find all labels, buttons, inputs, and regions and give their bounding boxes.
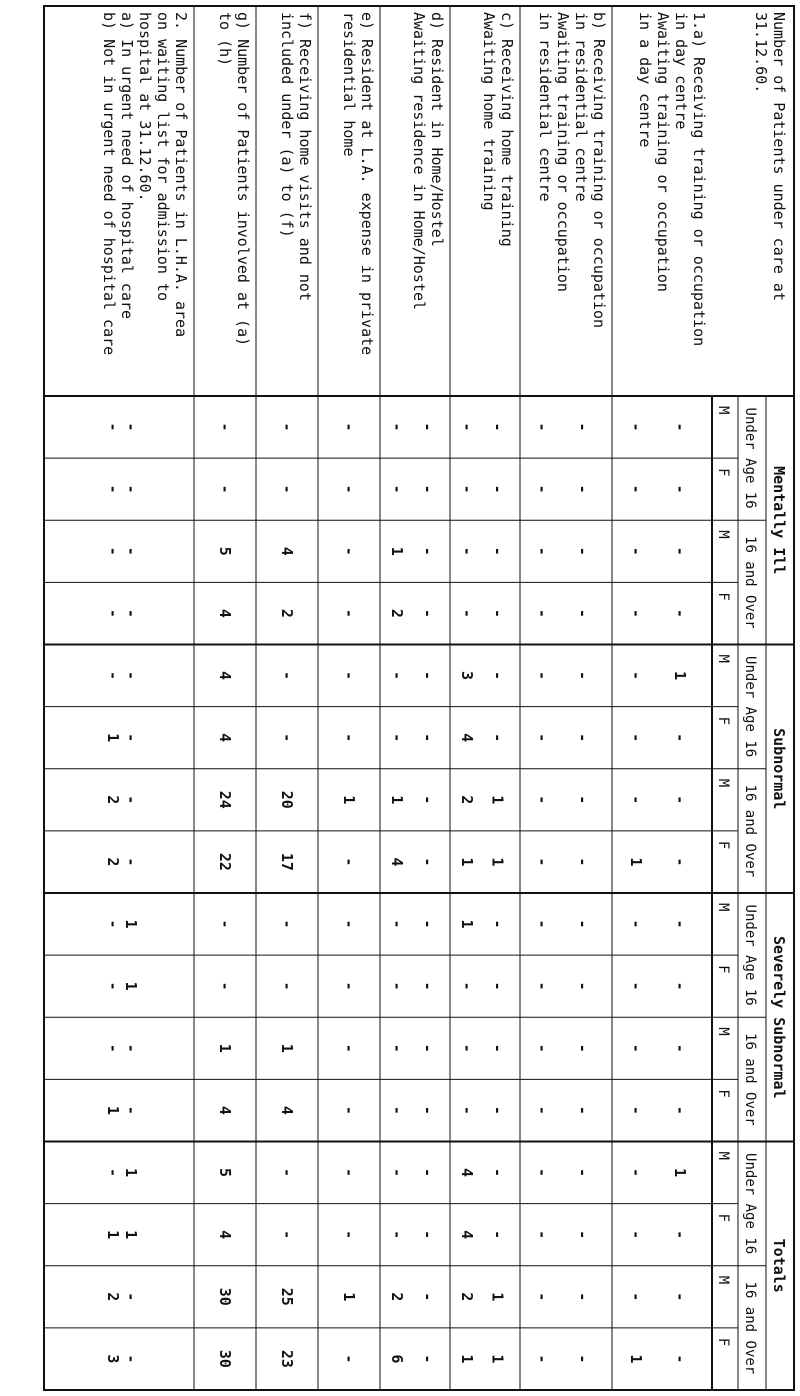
table-cell: 1 <box>488 795 507 805</box>
row-label-line: f) Receiving home visits and not <box>296 12 314 301</box>
table-cell: 24 <box>216 790 234 809</box>
table-cell: - <box>122 671 140 681</box>
table-cell: - <box>627 608 645 618</box>
table-cell: 4 <box>278 546 296 556</box>
table-cell: - <box>671 546 689 556</box>
table-cell: - <box>216 981 234 991</box>
table-cell: - <box>457 422 476 432</box>
row-label-line: 2. Number of Patients in L.H.A. area <box>172 12 190 338</box>
table-cell: - <box>457 1105 476 1115</box>
age-header: Under Age 16 <box>742 1153 758 1255</box>
table-cell: - <box>488 733 507 743</box>
table-cell: 1 <box>104 1105 122 1115</box>
table-cell: - <box>418 422 437 432</box>
table-cell: - <box>122 857 140 867</box>
table-cell: - <box>627 733 645 743</box>
table-cell: 30 <box>216 1349 234 1368</box>
table-cell: - <box>573 608 592 618</box>
table-cell: 1 <box>216 1043 234 1053</box>
age-header: 16 and Over <box>742 784 758 878</box>
row-label-line: in residential centre <box>572 12 590 202</box>
sex-header: M <box>715 1027 731 1036</box>
row-label-line: c) Receiving home training <box>498 12 516 247</box>
table-cell: - <box>488 1230 507 1240</box>
sex-header: M <box>715 903 731 912</box>
table-cell: - <box>387 733 406 743</box>
table-cell: 4 <box>457 1168 476 1178</box>
table-cell: 3 <box>104 1354 122 1364</box>
table-cell: - <box>387 1043 406 1053</box>
table-cell: 5 <box>216 1168 234 1178</box>
table-cell: - <box>573 857 592 867</box>
row-label-line: d) Resident in Home/Hostel <box>428 12 446 247</box>
table-cell: - <box>387 1105 406 1115</box>
table-cell: 22 <box>216 852 234 871</box>
table-cell: - <box>418 546 437 556</box>
table-cell: - <box>627 795 645 805</box>
sex-header: M <box>715 406 731 415</box>
table-cell: - <box>573 1168 592 1178</box>
table-cell: 2 <box>457 1292 476 1302</box>
table-cell: - <box>488 1043 507 1053</box>
table-cell: - <box>627 671 645 681</box>
table-cell: - <box>533 1292 552 1302</box>
table-cell: - <box>340 981 358 991</box>
table-cell: - <box>387 484 406 494</box>
table-cell: - <box>671 981 689 991</box>
table-cell: - <box>533 1105 552 1115</box>
table-cell: - <box>573 546 592 556</box>
table-cell: - <box>418 1105 437 1115</box>
table-cell: - <box>457 484 476 494</box>
table-cell: 4 <box>278 1105 296 1115</box>
sex-header: M <box>715 1275 731 1285</box>
table-cell: - <box>418 857 437 867</box>
table-cell: - <box>340 857 358 867</box>
sex-header: F <box>715 965 731 974</box>
table-cell: - <box>418 981 437 991</box>
table-cell: - <box>387 981 406 991</box>
table-cell: - <box>104 422 122 432</box>
table-cell: - <box>671 857 689 867</box>
table-cell: - <box>627 981 645 991</box>
table-cell: - <box>573 1105 592 1115</box>
table-cell: - <box>122 733 140 743</box>
table-cell: - <box>488 422 507 432</box>
sex-header: F <box>715 1213 731 1223</box>
table-cell: - <box>533 422 552 432</box>
row-label-line: residential home <box>340 12 358 157</box>
sex-header: F <box>715 468 731 477</box>
table-cell: - <box>104 546 122 556</box>
column-headers <box>715 406 788 1374</box>
table-cell: - <box>387 919 406 929</box>
table-cell: - <box>122 422 140 432</box>
table-cell: - <box>573 1230 592 1240</box>
table-cell: - <box>671 1354 689 1364</box>
table-cell: - <box>122 608 140 618</box>
table-cell: 2 <box>104 1292 122 1302</box>
row-label-line: in a day centre <box>636 12 654 148</box>
table-cell: 2 <box>457 795 476 805</box>
table-cell: - <box>573 919 592 929</box>
table-cell: - <box>340 919 358 929</box>
table-cell: - <box>104 608 122 618</box>
table-cell: - <box>671 484 689 494</box>
age-header: 16 and Over <box>742 1281 758 1375</box>
table-cell: 2 <box>104 857 122 867</box>
table-cell: - <box>216 919 234 929</box>
table-cell: - <box>488 608 507 618</box>
row-label-line: on waiting list for admission to <box>154 12 172 301</box>
table-cell: - <box>278 919 296 929</box>
group-header: Severely Subnormal <box>770 935 788 1099</box>
table-cell: - <box>340 484 358 494</box>
table-cell: - <box>627 1105 645 1115</box>
sex-header: F <box>715 592 731 601</box>
table-cell: 1 <box>122 919 140 929</box>
table-rotation-group <box>44 6 794 1390</box>
table-cell: - <box>418 1168 437 1178</box>
group-header: Subnormal <box>770 728 788 810</box>
table-cell: - <box>627 1292 645 1302</box>
row-label-line: b) Not in urgent need of hospital care <box>100 12 118 356</box>
sex-header: F <box>715 716 731 726</box>
table-cell: - <box>533 1168 552 1178</box>
table-cell: - <box>627 1043 645 1053</box>
table-cell: - <box>278 1230 296 1240</box>
table-cell: - <box>340 1354 358 1364</box>
table-cell: 1 <box>122 981 140 991</box>
table-cell: - <box>573 671 592 681</box>
table-cell: - <box>418 671 437 681</box>
table-title <box>752 12 788 301</box>
table-cell: - <box>627 422 645 432</box>
row-label-line: Awaiting training or occupation <box>654 12 672 292</box>
table-cell: - <box>533 546 552 556</box>
table-cell: 1 <box>387 795 406 805</box>
row-labels <box>100 12 708 355</box>
group-header: Totals <box>770 1238 788 1293</box>
table-cell: - <box>671 1105 689 1115</box>
table-cell: - <box>216 484 234 494</box>
table-cell: 17 <box>278 852 296 871</box>
title-line: Number of Patients under care at <box>770 12 788 301</box>
table-cell: 2 <box>104 795 122 805</box>
sex-header: F <box>715 1089 731 1098</box>
table-cell: - <box>122 546 140 556</box>
table-cell: - <box>627 1168 645 1178</box>
table-cell: - <box>104 1043 122 1053</box>
row-label-line: in day centre <box>672 12 690 130</box>
table-cell: - <box>340 733 358 743</box>
table-cell: - <box>488 484 507 494</box>
table-cell: - <box>418 1230 437 1240</box>
table-cell: - <box>387 1168 406 1178</box>
table-cell: 3 <box>457 671 476 681</box>
table-cell: 1 <box>488 1354 507 1364</box>
table-cell: - <box>418 795 437 805</box>
age-header: Under Age 16 <box>742 904 758 1006</box>
table-cell: - <box>671 1292 689 1302</box>
table-cell: - <box>671 919 689 929</box>
table-cell: - <box>533 857 552 867</box>
table-cell: - <box>104 671 122 681</box>
table-cell: 1 <box>671 671 689 681</box>
table-cell: - <box>418 484 437 494</box>
table-cell: 1 <box>457 919 476 929</box>
table-cell: - <box>533 671 552 681</box>
table-cell: 1 <box>340 1292 358 1302</box>
row-label-line: a) In urgent need of hospital care <box>118 12 136 320</box>
table-cell: - <box>627 919 645 929</box>
table-cell: - <box>340 546 358 556</box>
table-cell: - <box>278 1168 296 1178</box>
table-cell: - <box>533 981 552 991</box>
table-cell: 20 <box>278 790 296 809</box>
row-label-line: b) Receiving training or occupation <box>590 12 608 329</box>
table-cell: 4 <box>457 733 476 743</box>
table-cell: 2 <box>278 608 296 618</box>
age-header: Under Age 16 <box>742 656 758 758</box>
table-cell: - <box>671 1043 689 1053</box>
table-cell: - <box>387 1230 406 1240</box>
table-cell: - <box>457 1043 476 1053</box>
table-cell: - <box>340 422 358 432</box>
table-cell: - <box>573 1043 592 1053</box>
table-cell: - <box>533 1354 552 1364</box>
row-label-line: 1.a) Receiving training or occupation <box>690 12 708 347</box>
table-cell: - <box>627 546 645 556</box>
table-cell: - <box>533 608 552 618</box>
table-cell: - <box>122 795 140 805</box>
table-cell: - <box>573 422 592 432</box>
table-cell: - <box>104 484 122 494</box>
table-cell: - <box>278 733 296 743</box>
table-cell: - <box>104 1168 122 1178</box>
table-cell: - <box>488 981 507 991</box>
table-cell: - <box>671 795 689 805</box>
table-cell: - <box>418 1292 437 1302</box>
table-cell: 1 <box>488 857 507 867</box>
table-cell: - <box>533 795 552 805</box>
table-cell: - <box>340 1105 358 1115</box>
table-cell: - <box>671 608 689 618</box>
table-cell: 4 <box>216 733 234 743</box>
table-cell: - <box>573 1292 592 1302</box>
table-cell: 1 <box>387 546 406 556</box>
table-cell: - <box>627 484 645 494</box>
table-cell: 1 <box>627 1354 645 1364</box>
table-cell: - <box>216 422 234 432</box>
table-cell: 2 <box>387 608 406 618</box>
table-cell: - <box>418 1043 437 1053</box>
age-header: Under Age 16 <box>742 407 758 509</box>
table-cell: 1 <box>457 1354 476 1364</box>
table-cell: - <box>278 484 296 494</box>
table-cell: - <box>533 1043 552 1053</box>
row-label-line: in residential centre <box>536 12 554 202</box>
sex-header: F <box>715 840 731 850</box>
table-cell: - <box>104 919 122 929</box>
table-cells <box>104 423 689 1368</box>
table-cell: - <box>278 671 296 681</box>
table-cell: 1 <box>488 1292 507 1302</box>
table-cell: 1 <box>457 857 476 867</box>
table-cell: - <box>387 422 406 432</box>
table-cell: 2 <box>387 1292 406 1302</box>
table-cell: 4 <box>216 1105 234 1115</box>
table-cell: - <box>671 733 689 743</box>
row-label-line: to (h) <box>216 12 234 67</box>
row-label-line: included under (a) to (f) <box>278 12 296 238</box>
age-header: 16 and Over <box>742 1033 758 1126</box>
sex-header: M <box>715 778 731 788</box>
row-label-line: Awaiting residence in Home/Hostel <box>410 12 428 311</box>
table-cell: - <box>671 1230 689 1240</box>
table-cell: 1 <box>278 1043 296 1053</box>
table-cell: - <box>122 484 140 494</box>
row-label-line: Awaiting training or occupation <box>554 12 572 292</box>
table-cell: - <box>627 1230 645 1240</box>
title-line: 31.12.60. <box>752 12 770 94</box>
table-cell: 4 <box>216 1230 234 1240</box>
table-cell: - <box>533 733 552 743</box>
row-label-line: e) Resident at L.A. expense in private <box>358 12 376 356</box>
table-cell: - <box>340 1168 358 1178</box>
table-cell: - <box>122 1105 140 1115</box>
table-cell: - <box>573 795 592 805</box>
table-cell: 30 <box>216 1287 234 1306</box>
table-cell: - <box>387 671 406 681</box>
table-cell: - <box>488 671 507 681</box>
table-cell: 1 <box>671 1168 689 1178</box>
sex-header: F <box>715 1337 731 1347</box>
sex-header: M <box>715 530 731 539</box>
table-cell: - <box>671 422 689 432</box>
table-cell: - <box>457 546 476 556</box>
sex-header: M <box>715 654 731 663</box>
table-cell: - <box>488 1168 507 1178</box>
table-cell: - <box>533 919 552 929</box>
table-cell: 1 <box>104 1230 122 1240</box>
table-cell: - <box>418 919 437 929</box>
table-cell: - <box>122 1354 140 1364</box>
table-cell: 6 <box>387 1354 406 1364</box>
table-cell: - <box>457 608 476 618</box>
row-label-line: hospital at 31.12.60. <box>136 12 154 202</box>
table-cell: - <box>488 1105 507 1115</box>
table-cell: - <box>340 608 358 618</box>
table-cell: 1 <box>627 857 645 867</box>
table-cell: 1 <box>340 795 358 805</box>
table-cell: - <box>573 733 592 743</box>
table-cell: - <box>418 608 437 618</box>
table-cell: 4 <box>457 1230 476 1240</box>
table-cell: 4 <box>387 857 406 867</box>
table-cell: - <box>418 1354 437 1364</box>
sex-header: M <box>715 1151 731 1160</box>
row-label-line: g) Number of Patients involved at (a) <box>234 12 252 347</box>
table-cell: - <box>533 484 552 494</box>
group-header: Mentally Ill <box>770 466 788 575</box>
table-cell: 23 <box>278 1349 296 1368</box>
table-cell: - <box>418 733 437 743</box>
table-cell: - <box>573 981 592 991</box>
table-cell: - <box>340 1230 358 1240</box>
table-cell: - <box>278 422 296 432</box>
table-cell: - <box>340 671 358 681</box>
row-label-line: Awaiting home training <box>480 12 498 211</box>
table-cell: - <box>533 1230 552 1240</box>
table-cell: 1 <box>122 1230 140 1240</box>
table-cell: 4 <box>216 671 234 681</box>
table-cell: - <box>457 981 476 991</box>
table-cell: - <box>278 981 296 991</box>
table-cell: - <box>122 1292 140 1302</box>
table-cell: - <box>573 484 592 494</box>
table-cell: 1 <box>122 1168 140 1178</box>
age-header: 16 and Over <box>742 536 758 629</box>
table-cell: - <box>122 1043 140 1053</box>
table-cell: - <box>488 546 507 556</box>
table-cell: 25 <box>278 1287 296 1306</box>
table-cell: - <box>104 981 122 991</box>
table-cell: - <box>573 1354 592 1364</box>
table-cell: 5 <box>216 546 234 556</box>
table-cell: 4 <box>216 608 234 618</box>
table-cell: - <box>340 1043 358 1053</box>
table-cell: 1 <box>104 733 122 743</box>
table-cell: - <box>488 919 507 929</box>
